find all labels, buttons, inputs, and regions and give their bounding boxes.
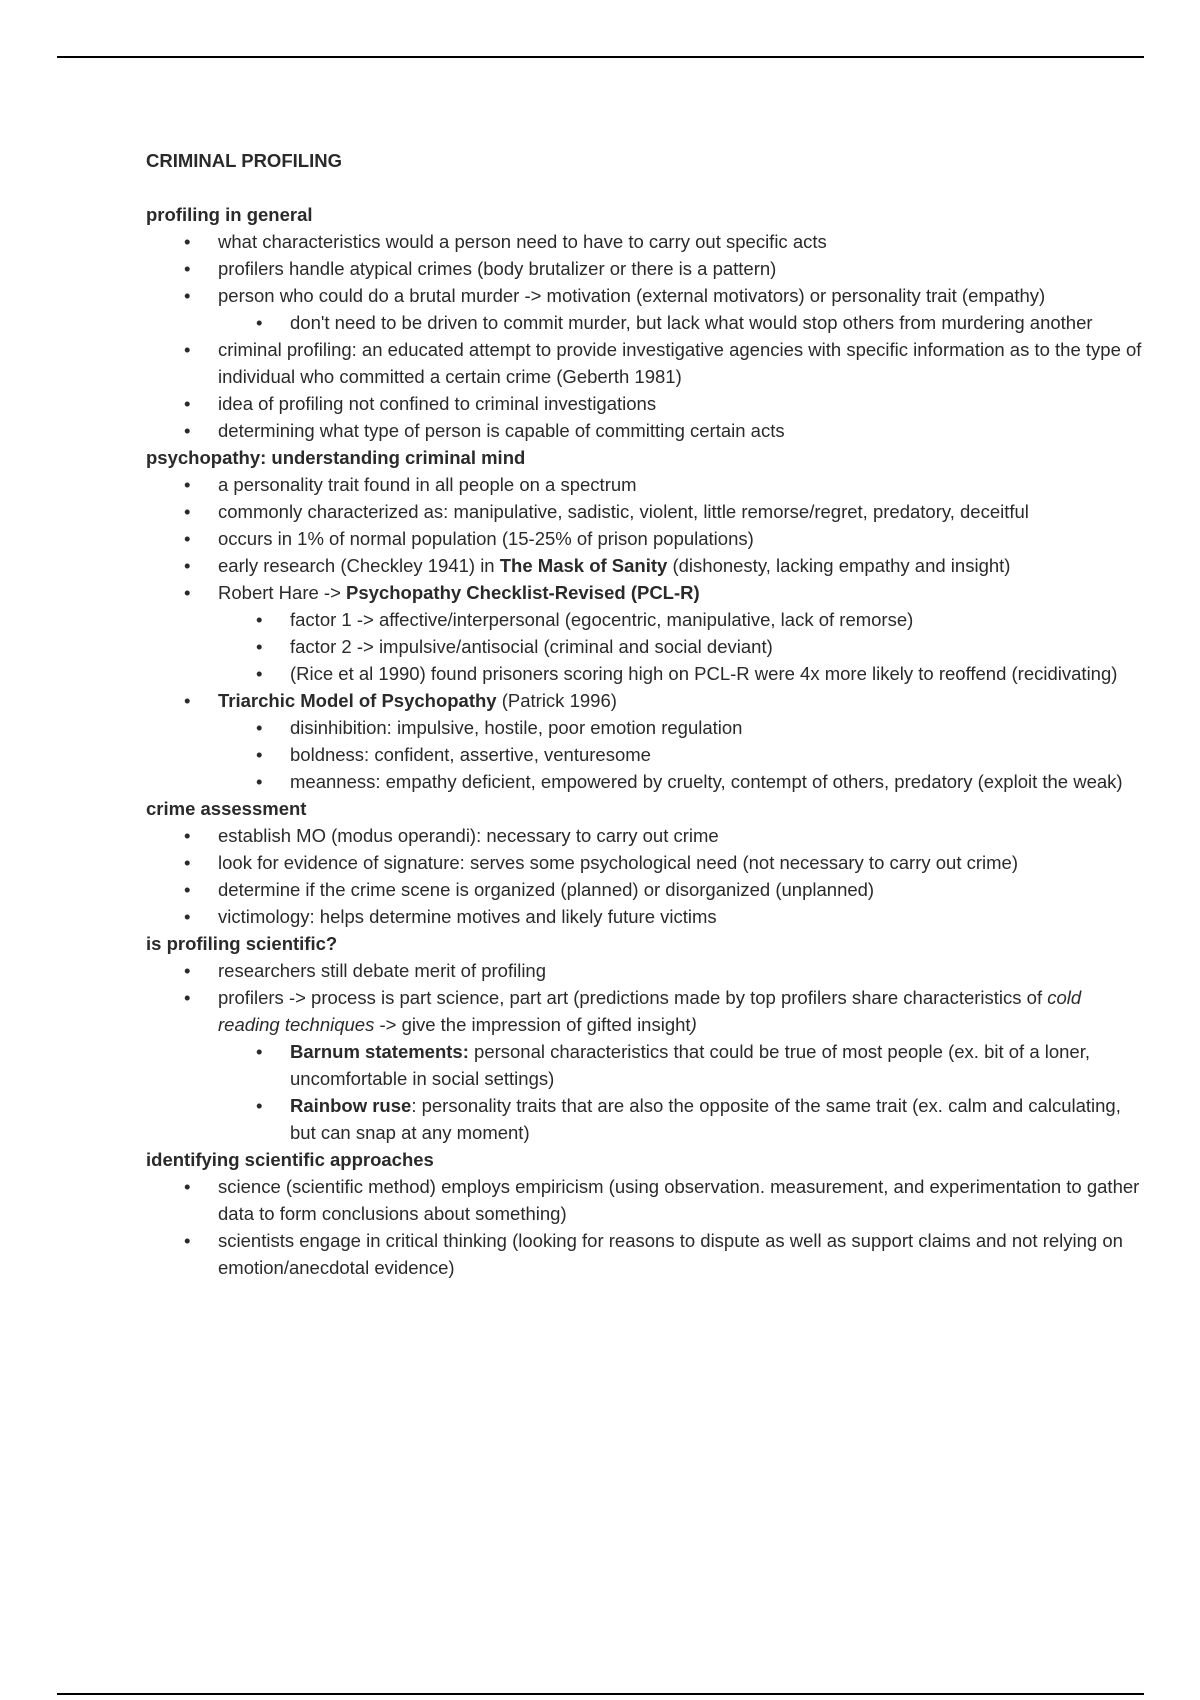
bullet-icon: • bbox=[184, 582, 191, 603]
bullet-icon: • bbox=[184, 501, 191, 522]
bullet-list bbox=[146, 822, 1146, 930]
list-item: • science (scientific method) employs empiricism (using observation. measurement, and experimentation to gather data to form conclusions about something) bbox=[146, 1173, 1146, 1227]
section-heading: psychopathy: understanding criminal mind bbox=[146, 447, 526, 468]
sub-list-item: • Rainbow ruse: personality traits that are also the opposite of the same trait (ex. calm and calculating, but can snap at any moment) bbox=[218, 1092, 1146, 1146]
bullet-icon: • bbox=[256, 636, 263, 657]
sub-bullet-list bbox=[218, 606, 1146, 687]
bullet-icon: • bbox=[184, 690, 191, 711]
list-item: • person who could do a brutal murder -> motivation (external motivators) or personality trait (empathy) • don't need to be driven to commit murder, but lack what would stop others from murdering another bbox=[146, 282, 1146, 336]
list-item: • victimology: helps determine motives and likely future victims bbox=[146, 903, 1146, 930]
list-item: • researchers still debate merit of profiling bbox=[146, 957, 1146, 984]
bullet-list bbox=[146, 471, 1146, 795]
bullet-icon: • bbox=[184, 555, 191, 576]
section-heading: crime assessment bbox=[146, 798, 307, 819]
bullet-list bbox=[146, 1173, 1146, 1281]
bullet-icon: • bbox=[184, 906, 191, 927]
list-item: • early research (Checkley 1941) in The Mask of Sanity (dishonesty, lacking empathy and insight) bbox=[146, 552, 1146, 579]
bullet-icon: • bbox=[256, 1041, 263, 1062]
sub-list-item: • Barnum statements: personal characteristics that could be true of most people (ex. bit of a loner, uncomfortable in social settings) bbox=[218, 1038, 1146, 1092]
document-body bbox=[146, 147, 1146, 1281]
sub-bullet-list bbox=[218, 1038, 1146, 1146]
bullet-icon: • bbox=[256, 312, 263, 333]
list-item: • scientists engage in critical thinking (looking for reasons to dispute as well as support claims and not relying on emotion/anecdotal evidence) bbox=[146, 1227, 1146, 1281]
list-item: • occurs in 1% of normal population (15-25% of prison populations) bbox=[146, 525, 1146, 552]
bullet-icon: • bbox=[184, 420, 191, 441]
sub-list-item: • factor 1 -> affective/interpersonal (egocentric, manipulative, lack of remorse) bbox=[218, 606, 1146, 633]
bullet-icon: • bbox=[184, 879, 191, 900]
list-item: • profilers -> process is part science, part art (predictions made by top profilers share characteristics of cold reading techniques -> give the impression of gifted insight) • Barnum statements: personal characteristics that could be true of most people (ex. bit of a loner, uncomfortable in social settings) • Rainbow ruse: personality traits that are also the opposite of the same trait (ex. calm and calculating, but can snap at any moment) bbox=[146, 984, 1146, 1146]
sub-list-item: • (Rice et al 1990) found prisoners scoring high on PCL-R were 4x more likely to reoffend (recidivating) bbox=[218, 660, 1146, 687]
bullet-icon: • bbox=[256, 609, 263, 630]
bullet-icon: • bbox=[184, 339, 191, 360]
bullet-list bbox=[146, 957, 1146, 1146]
bullet-icon: • bbox=[256, 744, 263, 765]
document-title: CRIMINAL PROFILING bbox=[146, 150, 342, 171]
list-item: • a personality trait found in all people on a spectrum bbox=[146, 471, 1146, 498]
bullet-list bbox=[146, 228, 1146, 444]
bullet-icon: • bbox=[256, 717, 263, 738]
sub-list-item: • disinhibition: impulsive, hostile, poor emotion regulation bbox=[218, 714, 1146, 741]
bullet-icon: • bbox=[256, 663, 263, 684]
sub-list-item: • factor 2 -> impulsive/antisocial (criminal and social deviant) bbox=[218, 633, 1146, 660]
section-heading: identifying scientific approaches bbox=[146, 1149, 434, 1170]
section-heading: is profiling scientific? bbox=[146, 933, 338, 954]
bullet-icon: • bbox=[184, 1230, 191, 1251]
bullet-icon: • bbox=[184, 987, 191, 1008]
bullet-icon: • bbox=[184, 474, 191, 495]
bullet-icon: • bbox=[184, 285, 191, 306]
list-item: • criminal profiling: an educated attempt to provide investigative agencies with specific information as to the type of individual who committed a certain crime (Geberth 1981) bbox=[146, 336, 1146, 390]
list-item: • Robert Hare -> Psychopathy Checklist-Revised (PCL-R) • factor 1 -> affective/interpersonal (egocentric, manipulative, lack of remorse) • factor 2 -> impulsive/antisocial (criminal and social deviant) • (Rice et al 1990) found prisoners scoring high on PCL-R were 4x more likely to reoffend (recidivating) bbox=[146, 579, 1146, 687]
header-rule bbox=[57, 56, 1144, 58]
sub-bullet-list bbox=[218, 309, 1146, 336]
list-item: • idea of profiling not confined to criminal investigations bbox=[146, 390, 1146, 417]
sub-list-item: • boldness: confident, assertive, venturesome bbox=[218, 741, 1146, 768]
list-item: • profilers handle atypical crimes (body brutalizer or there is a pattern) bbox=[146, 255, 1146, 282]
list-item: • establish MO (modus operandi): necessary to carry out crime bbox=[146, 822, 1146, 849]
list-item: • determining what type of person is capable of committing certain acts bbox=[146, 417, 1146, 444]
bullet-icon: • bbox=[256, 771, 263, 792]
footer-rule bbox=[57, 1693, 1144, 1695]
list-item: • commonly characterized as: manipulative, sadistic, violent, little remorse/regret, predatory, deceitful bbox=[146, 498, 1146, 525]
bullet-icon: • bbox=[184, 960, 191, 981]
bullet-icon: • bbox=[184, 825, 191, 846]
bullet-icon: • bbox=[184, 258, 191, 279]
bullet-icon: • bbox=[184, 528, 191, 549]
sub-list-item: • meanness: empathy deficient, empowered by cruelty, contempt of others, predatory (exploit the weak) bbox=[218, 768, 1146, 795]
list-item: • what characteristics would a person need to have to carry out specific acts bbox=[146, 228, 1146, 255]
section-heading: profiling in general bbox=[146, 204, 313, 225]
bullet-icon: • bbox=[184, 1176, 191, 1197]
bullet-icon: • bbox=[184, 393, 191, 414]
list-item: • determine if the crime scene is organized (planned) or disorganized (unplanned) bbox=[146, 876, 1146, 903]
bullet-icon: • bbox=[184, 852, 191, 873]
bullet-icon: • bbox=[184, 231, 191, 252]
list-item: • look for evidence of signature: serves some psychological need (not necessary to carry out crime) bbox=[146, 849, 1146, 876]
sub-list-item: • don't need to be driven to commit murder, but lack what would stop others from murdering another bbox=[218, 309, 1146, 336]
list-item: • Triarchic Model of Psychopathy (Patrick 1996) • disinhibition: impulsive, hostile, poor emotion regulation • boldness: confident, assertive, venturesome • meanness: empathy deficient, empowered by cruelty, contempt of others, predatory (exploit the weak) bbox=[146, 687, 1146, 795]
bullet-icon: • bbox=[256, 1095, 263, 1116]
sub-bullet-list bbox=[218, 714, 1146, 795]
